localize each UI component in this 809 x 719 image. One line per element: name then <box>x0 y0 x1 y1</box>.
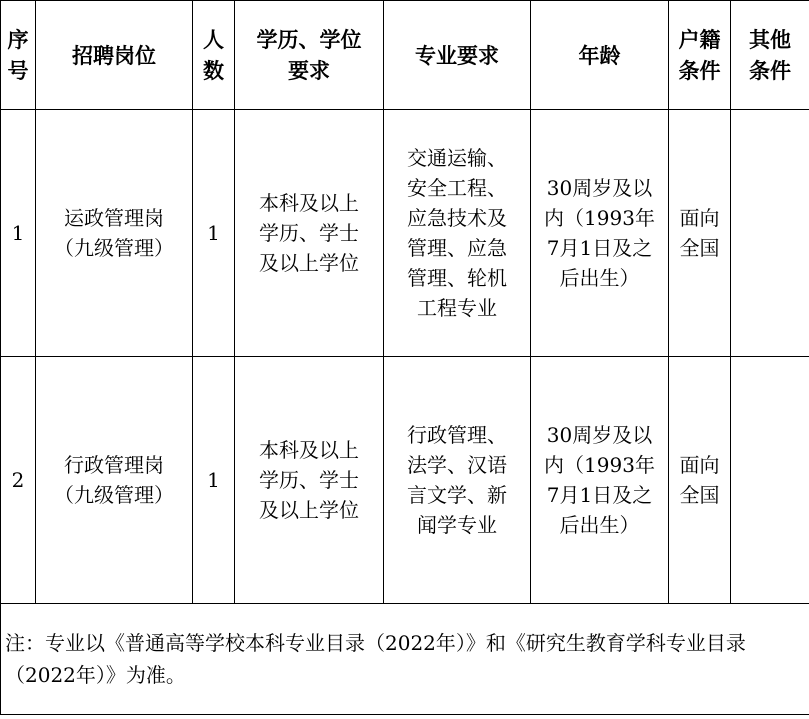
cell-seq <box>1 357 36 604</box>
table-header-row <box>1 1 809 110</box>
header-major <box>384 1 531 110</box>
cell-age <box>531 357 669 604</box>
header-count-label: 人 数 <box>203 27 224 83</box>
cell-seq <box>1 110 36 357</box>
cell-count <box>193 110 235 357</box>
row-1-education: 本科及以上 学历、学士 及以上学位 <box>259 191 359 275</box>
cell-education <box>235 110 384 357</box>
header-major-label: 专业要求 <box>415 42 499 68</box>
row-2-education: 本科及以上 学历、学士 及以上学位 <box>259 438 359 522</box>
note-cell <box>1 604 809 715</box>
header-age-label: 年龄 <box>578 42 621 68</box>
cell-other <box>731 110 809 357</box>
table-row <box>1 110 809 357</box>
header-seq-label: 序 号 <box>7 27 29 83</box>
row-2-count: 1 <box>207 468 220 492</box>
cell-age <box>531 110 669 357</box>
header-education <box>235 1 384 110</box>
cell-major <box>384 110 531 357</box>
row-1-major: 交通运输、 安全工程、 应急技术及 管理、应急 管理、轮机 工程专业 <box>407 146 507 320</box>
row-1-seq: 1 <box>11 221 25 245</box>
cell-position <box>36 110 193 357</box>
header-education-label: 学历、学位 要求 <box>256 27 362 83</box>
cell-position <box>36 357 193 604</box>
header-age <box>531 1 669 110</box>
row-2-seq: 2 <box>11 468 25 492</box>
header-hukou <box>669 1 731 110</box>
table-row <box>1 357 809 604</box>
cell-hukou <box>669 110 731 357</box>
row-1-age: 30周岁及以 内（1993年 7月1日及之 后出生） <box>544 176 655 290</box>
row-1-count: 1 <box>207 221 220 245</box>
header-position <box>36 1 193 110</box>
header-other-label: 其他 条件 <box>749 27 791 83</box>
cell-count <box>193 357 235 604</box>
row-2-major: 行政管理、 法学、汉语 言文学、新 闻学专业 <box>407 423 507 537</box>
row-2-position: 行政管理岗 （九级管理） <box>54 453 174 507</box>
cell-hukou <box>669 357 731 604</box>
note-row <box>1 604 809 715</box>
row-2-hukou: 面向 全国 <box>679 453 720 507</box>
row-1-hukou: 面向 全国 <box>679 206 720 260</box>
header-count <box>193 1 235 110</box>
header-seq <box>1 1 36 110</box>
cell-major <box>384 357 531 604</box>
cell-education <box>235 357 384 604</box>
row-2-age: 30周岁及以 内（1993年 7月1日及之 后出生） <box>544 423 655 537</box>
header-other <box>731 1 809 110</box>
note-text: 注：专业以《普通高等学校本科专业目录（2022年）》和《研究生教育学科专业目录（2022年）》为准。 <box>5 631 746 687</box>
header-position-label: 招聘岗位 <box>72 42 156 68</box>
cell-other <box>731 357 809 604</box>
row-1-position: 运政管理岗 （九级管理） <box>54 206 174 260</box>
header-hukou-label: 户籍 条件 <box>678 27 721 83</box>
